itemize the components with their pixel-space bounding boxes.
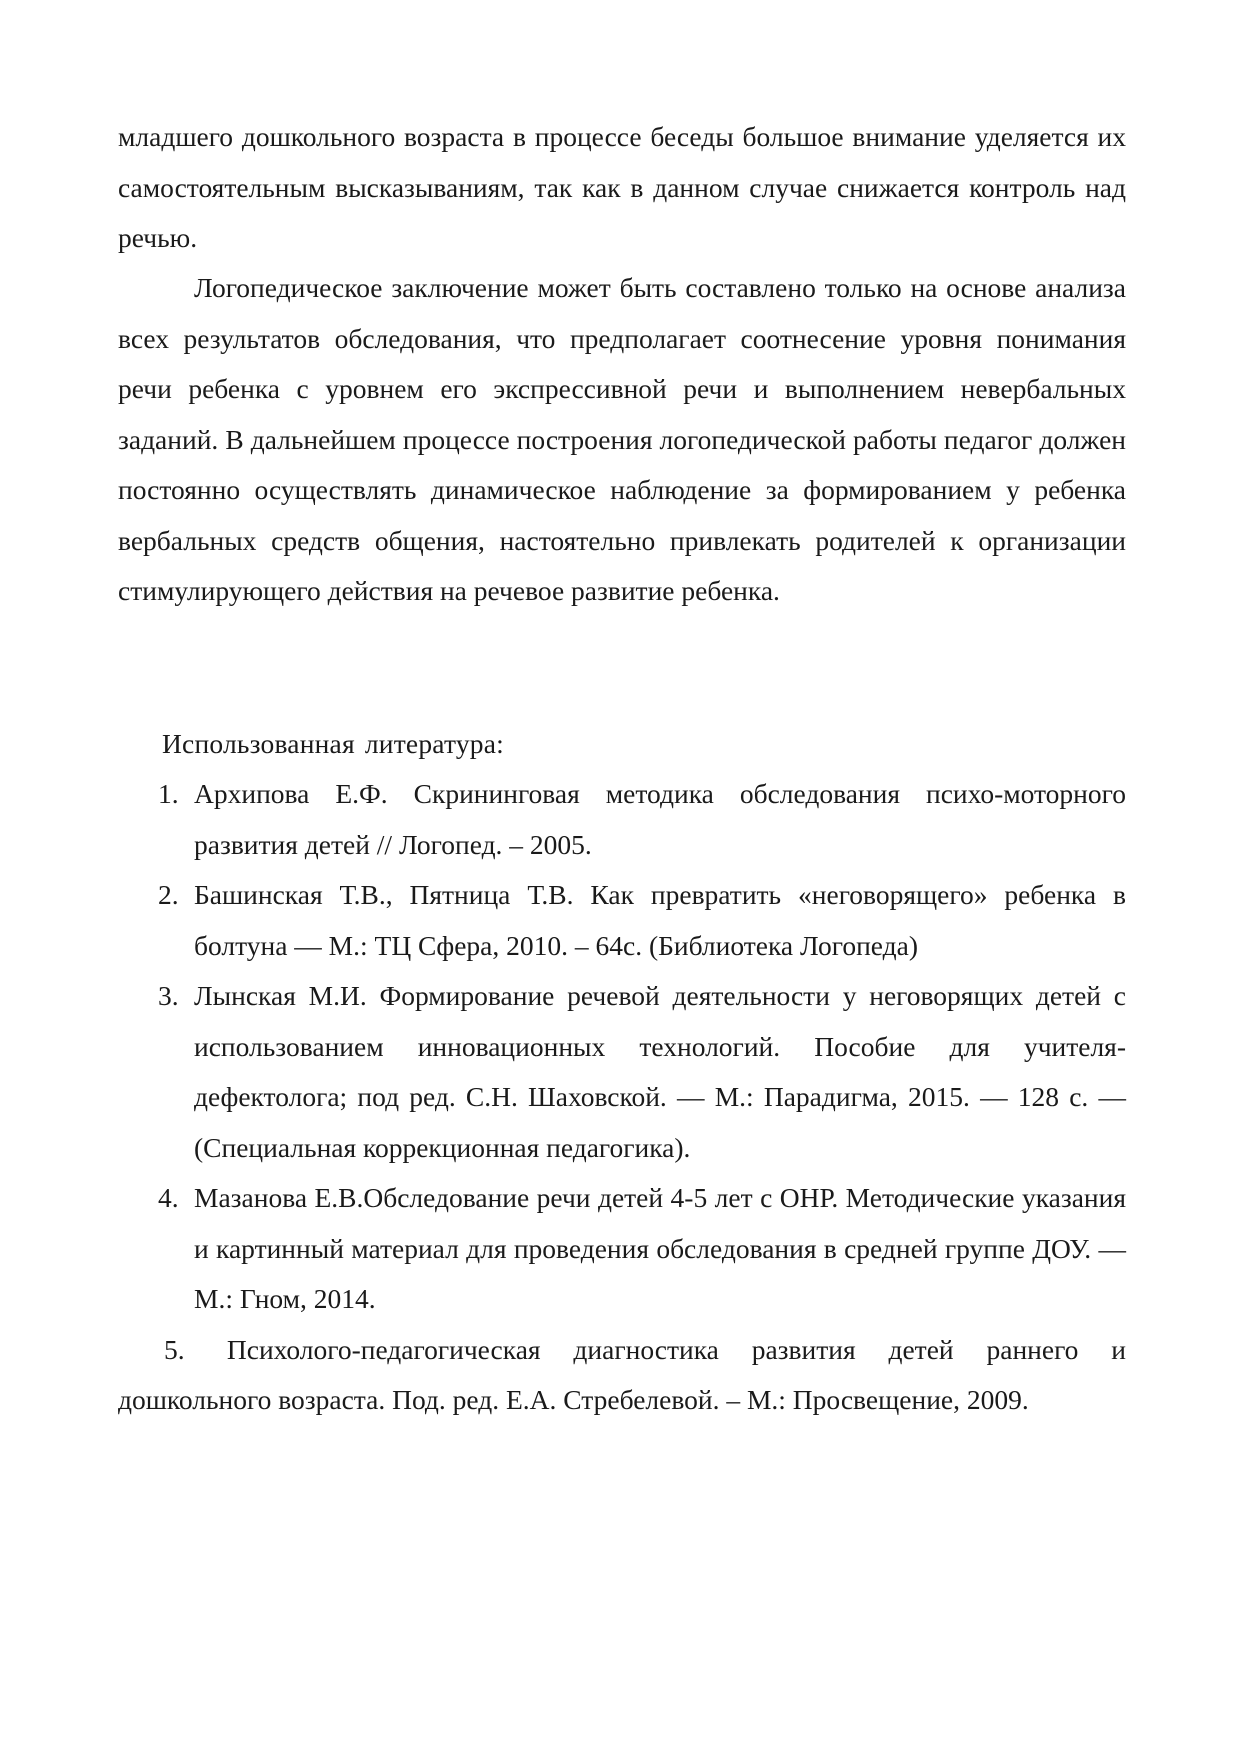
reference-text: Психолого-педагогическая диагностика развития детей раннего и дошкольного возраста. Под. ред. Е.А. Стребелевой. – М.: Просвещение, 2009. [118,1333,1127,1415]
reference-item-5: 5. Психолого-педагогическая диагностика развития детей раннего и дошкольного возраста. Под. ред. Е.А. Стребелевой. – М.: Просвещение, 2009. [118,1333,1127,1415]
reference-number: 3. [158,980,179,1011]
reference-item-1 [118,769,1126,870]
body-paragraph-continuation: младшего дошкольного возраста в процессе беседы большое внимание уделяется их самостоятельным высказываниям, так как в данном случае снижается контроль над речью. [118,121,1126,253]
body-paragraph-conclusion: Логопедическое заключение может быть составлено только на основе анализа всех результатов обследования, что предполагает соотнесение уровня понимания речи ребенка с уровнем его экспрессивной речи и выполнением невербальных заданий. В дальнейшем процессе построения логопедической работы педагог должен постоянно осуществлять динамическое наблюдение за формированием у ребенка вербальных средств общения, настоятельно привлекать родителей к организации стимулирующего действия на речевое развитие ребенка. [118,272,1126,606]
reference-list [118,769,1126,1426]
reference-number: 1. [158,778,179,809]
reference-text: Мазанова Е.В.Обследование речи детей 4-5 лет с ОНР. Методические указания и картинный материал для проведения обследования в средней группе ДОУ. — М.: Гном, 2014. [194,1182,1126,1314]
reference-item-2 [118,870,1126,971]
reference-text: Архипова Е.Ф. Скрининговая методика обследования психо-моторного развития детей // Логопед. – 2005. [194,778,1126,860]
reference-number: 2. [158,879,179,910]
reference-text: Лынская М.И. Формирование речевой деятельности у неговорящих детей с использованием инновационных технологий. Пособие для учителя-дефектолога; под ред. С.Н. Шаховской. — М.: Парадигма, 2015. — 128 с. — (Специальная коррекционная педагогика). [194,980,1126,1163]
literature-heading: Использованная литература: [162,728,504,759]
reference-text: Башинская Т.В., Пятница Т.В. Как превратить «неговорящего» ребенка в болтуна — М.: ТЦ Сфера, 2010. – 64с. (Библиотека Логопеда) [194,879,1126,961]
reference-number: 4. [158,1182,179,1213]
reference-item-4 [118,1173,1126,1325]
reference-item-3 [118,971,1126,1173]
